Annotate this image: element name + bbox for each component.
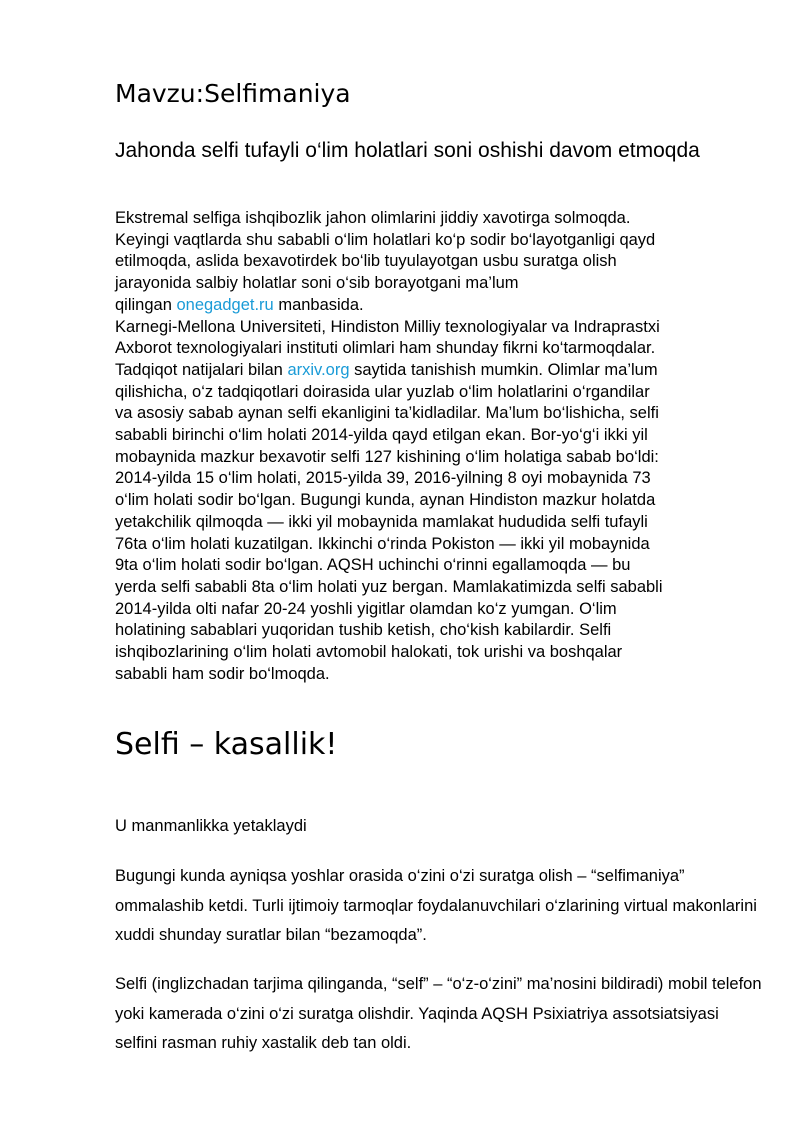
article-line: Karnegi-Mellona Universiteti, Hindiston Milliy texnologiyalar va Indraprastxi <box>115 317 660 336</box>
article-line: 2014-yilda 15 o‘lim holati, 2015-yilda 39, 2016-yilning 8 oyi mobaynida 73 <box>115 469 651 488</box>
onegadget-link[interactable]: onegadget.ru <box>176 295 274 314</box>
article-paragraph-intro <box>115 208 765 317</box>
article-line: holatining sabablari yuqoridan tushib ketish, cho‘kish kabilardir. Selfi <box>115 621 612 640</box>
section-subtitle: U manmanlikka yetaklaydi <box>115 817 307 835</box>
article-paragraph-research <box>115 317 765 686</box>
article-line-arxiv <box>115 360 765 382</box>
article-line: sababli birinchi o‘lim holati 2014-yilda qayd etilgan ekan. Bor-yo‘g‘i ikki yil <box>115 426 648 445</box>
article-line: ishqibozlarining o‘lim holati avtomobil halokati, tok urishi va boshqalar <box>115 643 623 662</box>
article-line: mobaynida mazkur bexavotir selfi 127 kishining o‘lim holatiga sabab bo‘ldi: <box>115 447 659 466</box>
source-prefix-text: qilingan <box>115 295 177 314</box>
article-headline: Jahonda selfi tufayli o‘lim holatlari soni oshishi davom etmoqda <box>115 139 700 162</box>
article-body <box>115 208 765 685</box>
article-line: sababli ham sodir bo‘lmoqda. <box>115 664 330 683</box>
document-title: Mavzu:Selfimaniya <box>115 79 351 108</box>
article-line: o‘lim holati sodir bo‘lgan. Bugungi kunda, aynan Hindiston mazkur holatda <box>115 491 656 510</box>
article-line: 9ta o‘lim holati sodir bo‘lgan. AQSH uchinchi o‘rinni egallamoqda — bu <box>115 556 631 575</box>
arxiv-link[interactable]: arxiv.org <box>287 360 350 379</box>
article-line: 76ta o‘lim holati kuzatilgan. Ikkinchi o‘rinda Pokiston — ikki yil mobaynida <box>115 534 650 553</box>
article-line: Axborot texnologiyalari instituti olimlari ham shunday fikrni ko‘tarmoqdalar. <box>115 339 656 358</box>
article-line: etilmoqda, aslida bexavotirdek bo‘lib tuyulayotgan usbu suratga olish <box>115 252 617 271</box>
section-heading: Selfi – kasallik! <box>115 727 338 762</box>
article-line: qilishicha, o‘z tadqiqotlari doirasida ular yuzlab o‘lim holatlarini o‘rgandilar <box>115 382 650 401</box>
article-line: Ekstremal selfiga ishqibozlik jahon olimlarini jiddiy xavotirga solmoqda. <box>115 209 631 227</box>
article-line: yerda selfi sababli 8ta o‘lim holati yuz bergan. Mamlakatimizda selfi sababli <box>115 577 663 596</box>
arxiv-suffix-text: saytida tanishish mumkin. Olimlar ma’lum <box>349 360 658 379</box>
article-line: jarayonida salbiy holatlar soni o‘sib borayotgani ma’lum <box>115 274 519 293</box>
arxiv-prefix-text: Tadqiqot natijalari bilan <box>115 360 288 379</box>
article-line: yetakchilik qilmoqda — ikki yil mobaynida mamlakat hududida selfi tufayli <box>115 512 648 531</box>
article-line: Keyingi vaqtlarda shu sababli o‘lim holatlari ko‘p sodir bo‘layotganligi qayd <box>115 230 656 249</box>
selfi-definition-paragraph: Selfi (inglizchadan tarjima qilinganda, “self” – “o‘z-o‘zini” ma’nosini bildiradi) mobil telefon yoki kamerada o‘zini o‘zi suratga olishdir. Yaqinda AQSH Psixiatriya assotsiatsiyasi selfini rasman ruhiy xastalik deb tan oldi. <box>115 975 762 1052</box>
article-line: 2014-yilda olti nafar 20-24 yoshli yigitlar olamdan ko‘z yumgan. O‘lim <box>115 599 617 618</box>
source-suffix-text: manbasida. <box>273 295 364 314</box>
article-line: va asosiy sabab aynan selfi ekanligini ta’kidladilar. Ma’lum bo‘lishicha, selfi <box>115 404 659 423</box>
selfimania-paragraph: Bugungi kunda ayniqsa yoshlar orasida o‘zini o‘zi suratga olish – “selfimaniya” ommalashib ketdi. Turli ijtimoiy tarmoqlar foydalanuvchilari o‘zlarining virtual makonlarini xuddi shunday suratlar bilan “bezamoqda”. <box>115 867 757 944</box>
article-line-source <box>115 295 765 317</box>
